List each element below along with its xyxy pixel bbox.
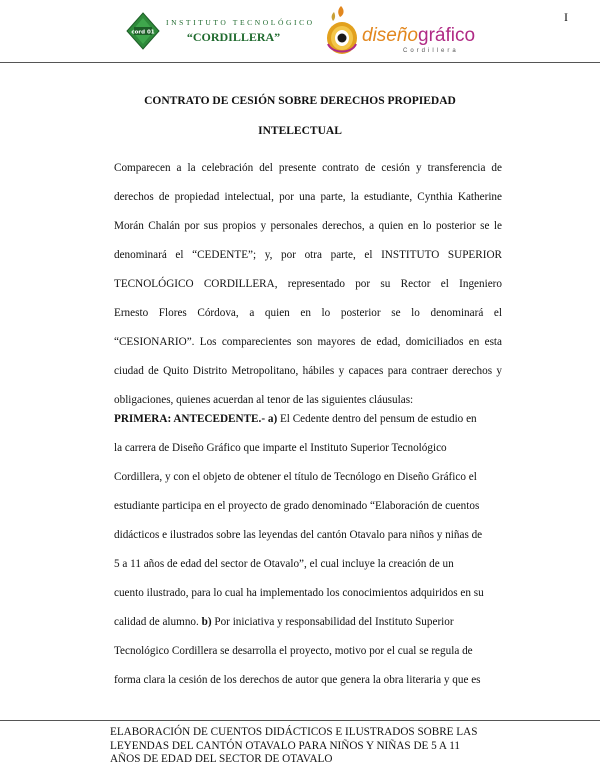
paragraph-line: Morán Chalán por sus propios y personales derechos, a quien en lo posterior se le <box>114 220 502 232</box>
paragraph-line: TECNOLÓGICO CORDILLERA, representado por su Rector el Ingeniero <box>114 278 502 290</box>
clause-marker-a: a) <box>267 413 278 425</box>
footer-divider <box>0 720 600 721</box>
page-footer <box>110 726 550 767</box>
paragraph-line: ciudad de Quito Distrito Metropolitano, hábiles y capaces para contraer derechos y <box>114 365 502 377</box>
header-divider <box>0 62 600 63</box>
paragraph-line: la carrera de Diseño Gráfico que imparte el Instituto Superior Tecnológico <box>114 442 447 454</box>
footer-line: AÑOS DE EDAD DEL SECTOR DE OTAVALO <box>110 753 333 765</box>
footer-line: LEYENDAS DEL CANTÓN OTAVALO PARA NIÑOS Y NIÑAS DE 5 A 11 <box>110 739 460 752</box>
design-logo-part1: diseño <box>362 25 418 46</box>
paragraph-comparecen <box>114 160 502 421</box>
design-logo-icon <box>322 4 362 60</box>
clause-first-line <box>114 411 502 440</box>
institute-logo-badge: cord 01 <box>131 29 155 36</box>
footer-line: ELABORACIÓN DE CUENTOS DIDÁCTICOS E ILUSTRADOS SOBRE LAS <box>110 726 478 738</box>
paragraph-line: 5 a 11 años de edad del sector de Otavalo”, el cual incluye la creación de un <box>114 558 454 570</box>
clause-text: calidad de alumno. <box>114 616 202 628</box>
clause-primera <box>114 411 502 701</box>
clause-text: Por iniciativa y responsabilidad del Instituto Superior <box>211 616 454 628</box>
paragraph-line: Comparecen a la celebración del presente contrato de cesión y transferencia de <box>114 162 502 174</box>
paragraph-line: denominará el “CEDENTE”; y, por otra parte, el INSTITUTO SUPERIOR <box>114 249 502 261</box>
page-header <box>0 0 600 64</box>
institute-logo <box>126 12 160 50</box>
paragraph-line: Cordillera, y con el objeto de obtener el título de Tecnólogo en Diseño Gráfico el <box>114 471 477 483</box>
paragraph-line: didácticos e ilustrados sobre las leyendas del cantón Otavalo para niños y niñas de <box>114 529 483 541</box>
institute-name-line2: “CORDILLERA” <box>186 30 281 44</box>
paragraph-line: estudiante participa en el proyecto de grado denominado “Elaboración de cuentos <box>114 500 480 512</box>
clause-b-line <box>114 614 502 643</box>
page-number: I <box>564 10 568 24</box>
clause-marker-b: b) <box>201 616 212 628</box>
institute-name-line1: INSTITUTO TECNOLÓGICO <box>166 18 315 27</box>
clause-heading: PRIMERA: ANTECEDENTE.- <box>114 413 266 425</box>
design-logo-wordmark <box>362 26 475 45</box>
paragraph-line: cuento ilustrado, para lo cual ha implementado los conocimientos adquiridos en su <box>114 587 484 599</box>
paragraph-line: derechos de propiedad intelectual, por una parte, la estudiante, Cynthia Katherine <box>114 191 502 203</box>
document-title-line1: CONTRATO DE CESIÓN SOBRE DERECHOS PROPIEDAD <box>144 95 456 107</box>
paragraph-line: obligaciones, quienes acuerdan al tenor de las siguientes cláusulas: <box>114 394 414 406</box>
institute-name <box>166 18 315 45</box>
clause-text: El Cedente dentro del pensum de estudio en <box>277 413 477 425</box>
design-logo-part2: gráfico <box>418 25 476 46</box>
paragraph-line: forma clara la cesión de los derechos de autor que genera la obra literaria y que es <box>114 674 481 686</box>
design-logo-subtitle: Cordillera <box>403 48 459 54</box>
paragraph-line: Ernesto Flores Córdova, a quien en lo posterior se lo denominará el <box>114 307 502 319</box>
paragraph-line: “CESIONARIO”. Los comparecientes son mayores de edad, domiciliados en esta <box>114 336 502 348</box>
document-title-line2: INTELECTUAL <box>258 125 342 137</box>
paragraph-line: Tecnológico Cordillera se desarrolla el proyecto, motivo por el cual se regula de <box>114 645 473 657</box>
